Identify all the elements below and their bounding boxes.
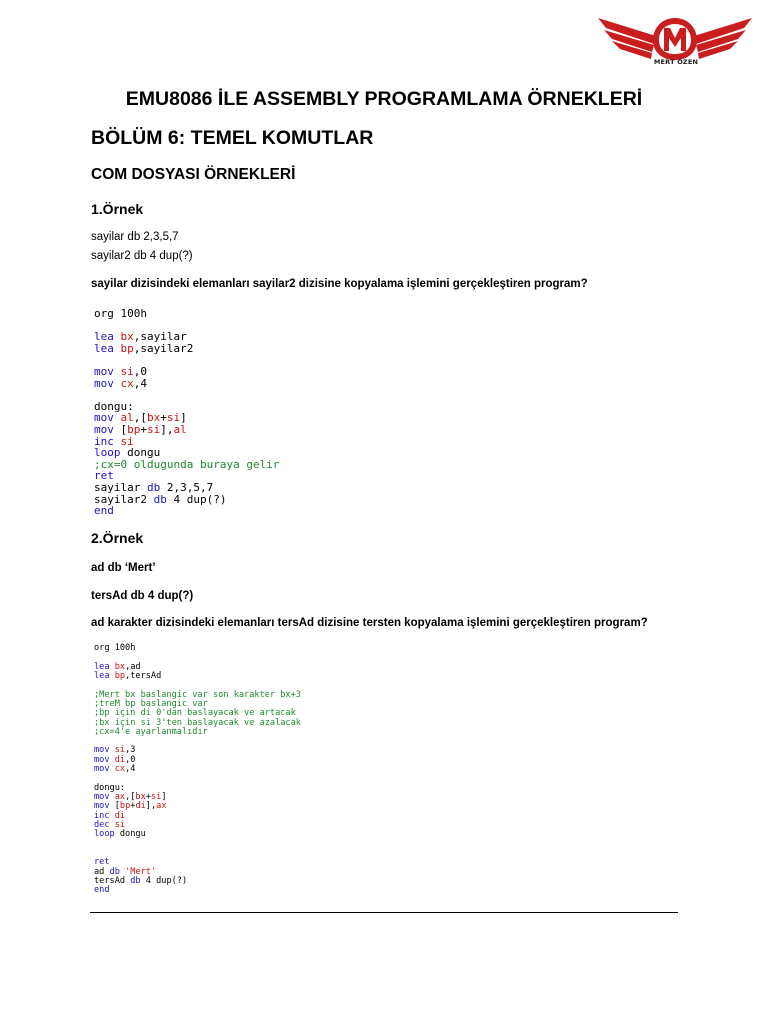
code-token: loop [94,446,128,460]
code-token: cx [120,376,134,390]
code-token: di [114,754,126,765]
code-line [94,877,301,886]
code-token: ;bx için si 3'ten baslayacak ve azalacak [94,717,301,728]
code-token: ad [94,866,110,877]
code-token: ;Mert bx baslangic var son karakter bx+3 [94,689,301,700]
code-token: bx [147,411,161,425]
code-token: mov [94,376,121,390]
code-token: sayilar [94,480,147,494]
code-token: db [146,480,167,494]
code-token: end [94,504,114,518]
code-token: lea [94,341,121,355]
code-token: + [130,801,136,812]
code-token: ], [145,801,157,812]
code-token: bp [119,801,131,812]
code-token: si [120,364,134,378]
code-token: ] [161,792,167,802]
code-token: ,sayilar2 [133,341,194,355]
code-token: ,[ [125,792,136,802]
code-token: dongu [127,446,161,460]
code-token: lea [94,670,115,681]
code-token: + [140,422,147,436]
code-token: ;cx=0 oldugunda buraya gelir [94,457,280,471]
code-token: mov [94,364,121,378]
code-token: inc [94,810,115,821]
code-token: ,0 [133,364,147,378]
code-token: sayilar2 [94,492,154,506]
code-token: dec [94,819,115,830]
code-token: ;treM bp baslangic var [94,698,208,709]
code-line [94,840,301,849]
code-token: + [160,411,167,425]
example2-heading: 2.Örnek [91,530,144,546]
code-token: + [145,792,151,802]
code-token: di [135,801,146,812]
code-token: mov [94,801,115,812]
code-line [94,728,301,737]
code-line [94,505,279,517]
code-token: si [150,792,162,802]
code-token: al [173,422,187,436]
code-token: bp [120,341,134,355]
example1-definition-1: sayilar db 2,3,5,7 [91,231,179,243]
code-token: ret [94,469,114,483]
code-line [94,830,301,839]
code-token: ,sayilar [133,330,187,344]
logo-name: MERT ÖZEN [653,58,699,66]
code-token: bx [135,792,146,802]
code-token: ;bp için di 0'dan baslayacak ve artacak [94,708,296,719]
code-line [94,672,301,681]
code-token: [ [114,801,120,812]
code-token: si [166,411,181,425]
code-token: inc [94,434,121,448]
code-token: ,tersAd [125,670,162,681]
code-token: ,ad [125,661,141,672]
code-token: org 100h [94,643,136,653]
code-token: dongu: [94,782,126,793]
code-line [94,308,279,320]
example1-question: sayilar dizisindeki elemanları sayilar2 dizisine kopyalama işlemini gerçekleştiren program? [91,278,588,290]
code-token: ax [156,801,167,812]
code-token: dongu: [94,399,134,413]
example2-definition-2: tersAd db 4 dup(?) [91,590,194,602]
code-line [94,378,279,390]
code-token: db [130,875,146,886]
chapter-heading: BÖLÜM 6: TEMEL KOMUTLAR [91,127,374,149]
code-token: lea [94,330,121,344]
code-token: ,[ [133,411,147,425]
code-token: org 100h [94,307,147,320]
code-token: [ [120,422,128,436]
example1-code-block [94,308,279,517]
code-token: 2,3,5,7 [166,480,214,494]
example2-definition-1: ad db ‘Mert’ [91,562,156,574]
code-token: lea [94,661,115,672]
code-token: ax [114,792,126,802]
code-token: ,0 [125,754,136,765]
code-token: 'Mert' [125,866,157,877]
example2-question: ad karakter dizisindeki elemanları tersAd dizisine tersten kopyalama işlemini gerçekleştiren program? [91,617,648,629]
code-line [94,765,301,774]
code-token: tersAd [94,875,131,886]
code-line [94,494,279,506]
code-token: bp [127,422,141,436]
code-token: mov [94,754,115,765]
code-token: 4 dup(?) [173,492,227,506]
code-token: ] [180,411,187,425]
code-token: mov [94,422,121,436]
code-token: end [94,885,110,896]
code-token: bx [114,661,126,672]
code-line [94,343,279,355]
code-token: mov [94,745,115,756]
code-token: bp [114,670,126,681]
code-token: al [120,411,134,425]
code-token: si [120,434,134,448]
code-token: 4 dup(?) [145,875,188,886]
code-line [94,886,301,895]
code-token: di [114,810,126,821]
code-token: mov [94,411,121,425]
code-token: ;cx=4'e ayarlanmalıdır [94,726,208,737]
code-token: ,4 [125,764,136,775]
code-token: db [153,492,174,506]
example1-definition-2: sayilar2 db 4 dup(?) [91,250,193,262]
code-line [94,459,279,471]
code-token: ret [94,857,110,868]
code-line [94,644,301,653]
section-heading: COM DOSYASI ÖRNEKLERİ [91,166,296,183]
page-title: EMU8086 İLE ASSEMBLY PROGRAMLAMA ÖRNEKLERİ [125,88,643,110]
code-token: mov [94,764,115,775]
code-token: ], [160,422,174,436]
code-token: si [114,819,126,830]
bottom-divider [90,912,678,913]
code-token: ,4 [133,376,147,390]
code-token: si [114,745,126,756]
code-token: db [109,866,126,877]
code-token: dongu [119,829,146,840]
code-token: ,3 [125,745,136,756]
code-token: loop [94,829,120,840]
code-token: bx [120,330,134,344]
code-token: cx [114,764,126,775]
code-token: si [147,422,161,436]
example1-heading: 1.Örnek [91,201,144,217]
code-token: mov [94,792,115,802]
example2-code-block [94,644,301,895]
code-line [94,849,301,858]
